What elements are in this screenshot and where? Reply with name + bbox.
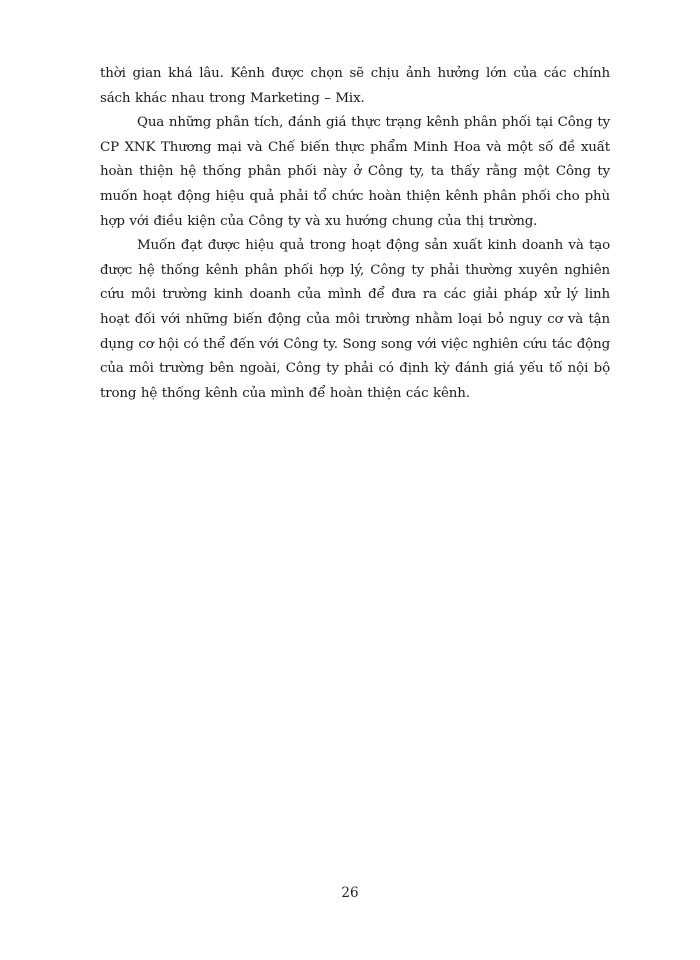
- paragraph-analysis-summary: Qua những phân tích, đánh giá thực trạng kênh phân phối tại Công ty CP XNK Thương mại và Chế biến thực phẩm Minh Hoa và một số đề xuất hoàn thiện hệ thống phân phối này ở Công ty, ta thấy rằng một Công ty muốn hoạt động hiệu quả phải tổ chức hoàn thiện kênh phân phối cho phù hợp với điều kiện của Công ty và xu hướng chung của thị trường.: [100, 115, 610, 229]
- paragraph-recommendation: Muốn đạt được hiệu quả trong hoạt động sản xuất kinh doanh và tạo được hệ thống kênh phân phối hợp lý, Công ty phải thường xuyên nghiên cứu môi trường kinh doanh của mình để đưa ra các giải pháp xử lý linh hoạt đối với những biến động của môi trường nhằm loại bỏ nguy cơ và tận dụng cơ hội có thể đến với Công ty. Song song với việc nghiên cứu tác động của môi trường bên ngoài, Công ty phải có định kỳ đánh giá yếu tố nội bộ trong hệ thống kênh của mình để hoàn thiện các kênh.: [100, 238, 610, 401]
- paragraph-continuation: thời gian khá lâu. Kênh được chọn sẽ chịu ảnh hưởng lớn của các chính sách khác nhau trong Marketing – Mix.: [100, 66, 610, 106]
- body-text: [100, 62, 610, 406]
- page-number: 26: [341, 885, 359, 901]
